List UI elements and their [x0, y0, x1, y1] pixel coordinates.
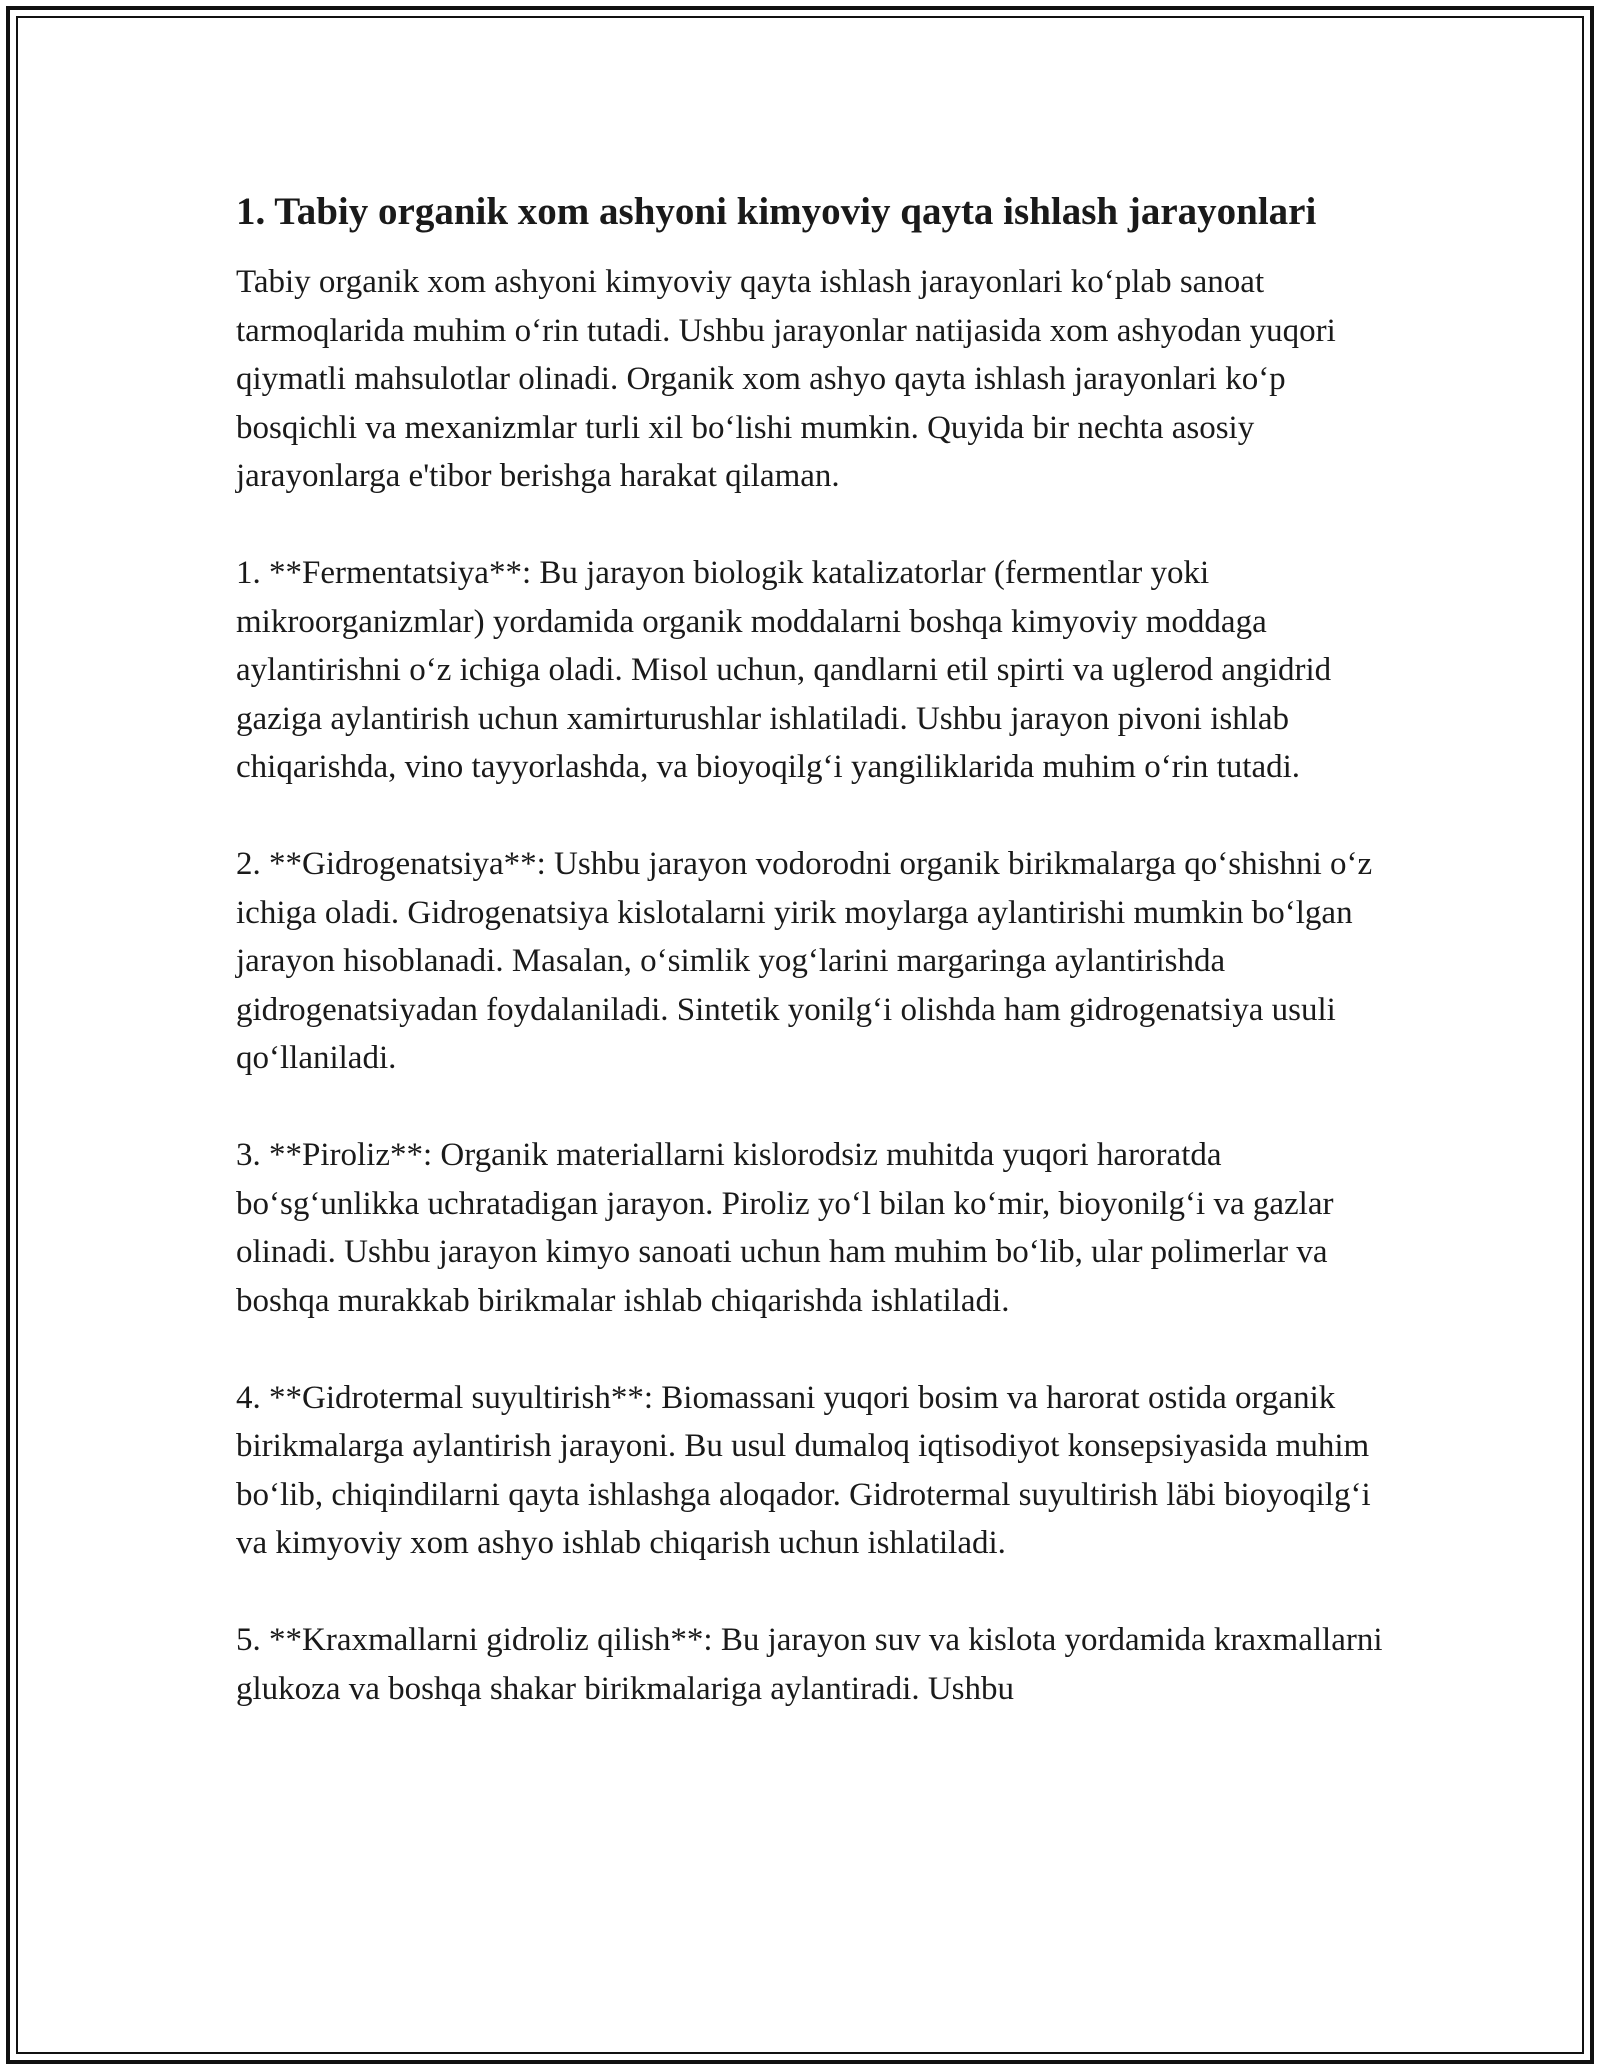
document-title: 1. Tabiy organik xom ashyoni kimyoviy qayta ishlash jarayonlari	[236, 190, 1317, 233]
paragraph-gidrogenatsiya: 2. **Gidrogenatsiya**: Ushbu jarayon vodorodni organik birikmalarga qo‘shishni o‘z ichiga oladi. Gidrogenatsiya kislotalarni yirik moylarga aylantirishi mumkin bo‘lgan jarayon hisoblanadi. Masalan, o‘simlik yog‘larini margaringa aylantirishda gidrogenatsiyadan foydalaniladi. Sintetik yonilg‘i olishda ham gidrogenatsiya usuli qo‘llaniladi.	[236, 846, 1373, 1076]
paragraph-kraxmal: 5. **Kraxmallarni gidroliz qilish**: Bu jarayon suv va kislota yordamida kraxmallarni glukoza va boshqa shakar birikmalariga aylantiradi. Ushbu	[236, 1622, 1383, 1707]
paragraph-piroliz: 3. **Piroliz**: Organik materiallarni kislorodsiz muhitda yuqori haroratda bo‘sg‘unlikka uchratadigan jarayon. Piroliz yo‘l bilan ko‘mir, bioyonilg‘i va gazlar olinadi. Ushbu jarayon kimyo sanoati uchun ham muhim bo‘lib, ular polimerlar va boshqa murakkab birikmalar ishlab chiqarishda ishlatiladi.	[236, 1137, 1334, 1319]
paragraph-fermentatsiya: 1. **Fermentatsiya**: Bu jarayon biologik katalizatorlar (fermentlar yoki mikroorganizmlar) yordamida organik moddalarni boshqa kimyoviy moddaga aylantirishni o‘z ichiga oladi. Misol uchun, qandlarni etil spirti va uglerod angidrid gaziga aylantirish uchun xamirturushlar ishlatiladi. Ushbu jarayon pivoni ishlab chiqarishda, vino tayyorlashda, va bioyoqilg‘i yangiliklarida muhim o‘rin tutadi.	[236, 555, 1332, 785]
document-body	[236, 186, 1386, 1762]
intro-paragraph: Tabiy organik xom ashyoni kimyoviy qayta ishlash jarayonlari ko‘plab sanoat tarmoqlarida muhim o‘rin tutadi. Ushbu jarayonlar natijasida xom ashyodan yuqori qiymatli mahsulotlar olinadi. Organik xom ashyo qayta ishlash jarayonlari ko‘p bosqichli va mexanizmlar turli xil bo‘lishi mumkin. Quyida bir nechta asosiy jarayonlarga e'tibor berishga harakat qilaman.	[236, 264, 1336, 494]
paragraph-gidrotermal: 4. **Gidrotermal suyultirish**: Biomassani yuqori bosim va harorat ostida organik birikmalarga aylantirish jarayoni. Bu usul dumaloq iqtisodiyot konsepsiyasida muhim bo‘lib, chiqindilarni qayta ishlashga aloqador. Gidrotermal suyultirish läbi bioyoqilg‘i va kimyoviy xom ashyo ishlab chiqarish uchun ishlatiladi.	[236, 1379, 1371, 1561]
